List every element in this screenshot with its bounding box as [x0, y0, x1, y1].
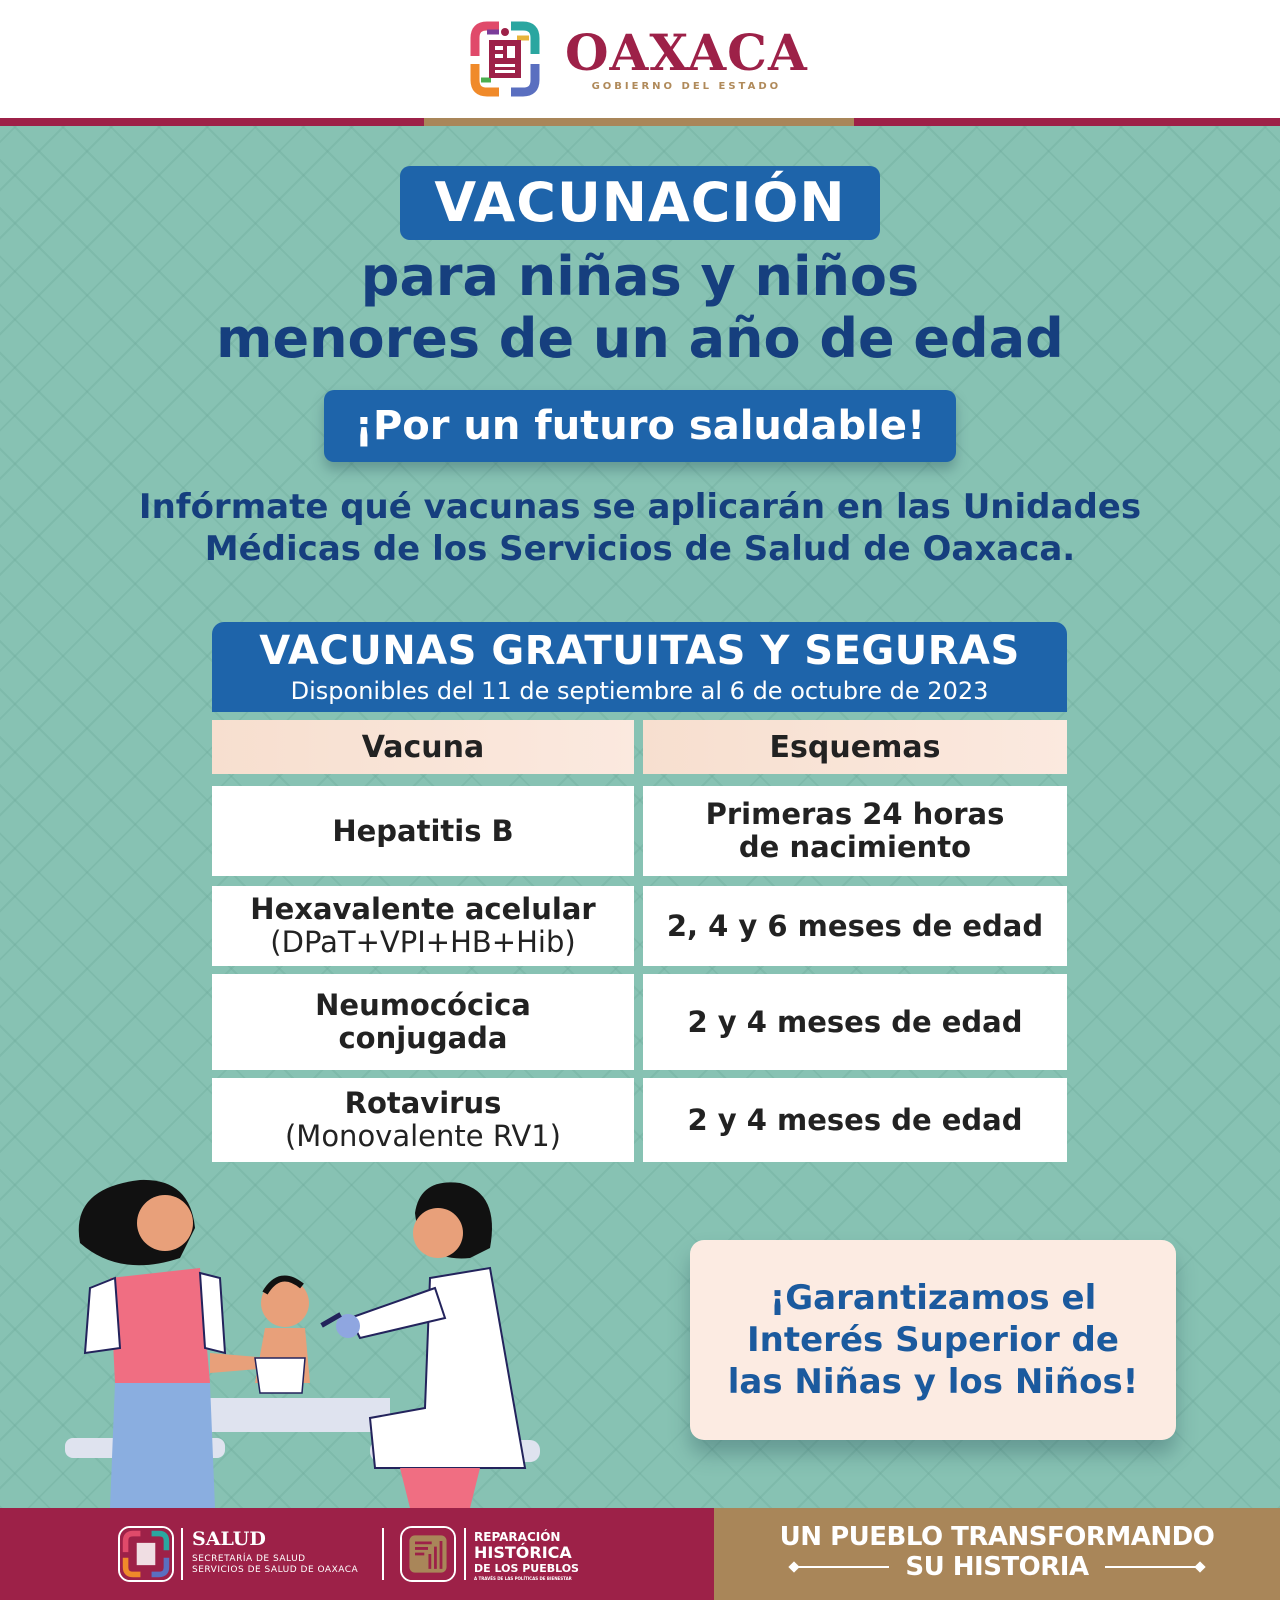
- salud-line-2: SERVICIOS DE SALUD DE OAXACA: [192, 1565, 359, 1575]
- rep-line-2: HISTÓRICA: [474, 1543, 572, 1562]
- vaccine-name: Hepatitis B: [332, 813, 514, 848]
- table-title: VACUNAS GRATUITAS Y SEGURAS: [259, 628, 1020, 674]
- vaccine-name: Neumocócica: [315, 988, 531, 1022]
- footer-slogan: [714, 1508, 1280, 1600]
- table-subtitle: Disponibles del 11 de septiembre al 6 de octubre de 2023: [290, 677, 989, 705]
- header-stripe-left: [0, 118, 424, 126]
- schedule-text: 2 y 4 meses de edad: [687, 1102, 1023, 1137]
- rep-line-3: DE LOS PUEBLOS: [474, 1562, 579, 1575]
- headline-line-1: para niñas y niños: [360, 245, 920, 308]
- reparacion-historica-icon[interactable]: [400, 1526, 456, 1582]
- footer-divider: [382, 1528, 384, 1580]
- callout-line-1: ¡Garantizamos el: [769, 1278, 1097, 1318]
- footer-institutions: [0, 1508, 714, 1600]
- vaccine-table-header: [212, 622, 1067, 712]
- header-stripe-right: [854, 118, 1280, 126]
- main-panel: [0, 126, 1280, 1508]
- slogan-line-1: UN PUEBLO TRANSFORMANDO: [779, 1522, 1215, 1552]
- brand-name: OAXACA: [565, 22, 808, 82]
- oaxaca-logo[interactable]: [467, 20, 808, 98]
- header-stripe-center: [424, 118, 854, 126]
- table-cell-vaccine: [212, 974, 634, 1070]
- oaxaca-emblem-icon: [467, 20, 543, 98]
- brand-text: [565, 22, 808, 92]
- table-cell-schedule: [643, 886, 1067, 966]
- info-text: [40, 486, 1240, 570]
- salud-line-1: SECRETARÍA DE SALUD: [192, 1554, 306, 1564]
- schedule-text: 2 y 4 meses de edad: [687, 1004, 1023, 1039]
- rep-line-1: REPARACIÓN: [474, 1530, 561, 1544]
- callout-line-3: las Niñas y los Niños!: [727, 1362, 1139, 1402]
- table-cell-schedule: [643, 1078, 1067, 1162]
- vaccine-subtitle: conjugada: [338, 1021, 508, 1055]
- vaccine-name: Hexavalente acelular: [250, 892, 596, 926]
- diamond-rule-left-icon: [794, 1566, 889, 1568]
- table-cell-schedule: [643, 974, 1067, 1070]
- table-cell-vaccine: [212, 886, 634, 966]
- brand-subtitle: GOBIERNO DEL ESTADO: [591, 80, 782, 92]
- slogan-line-2-wrap: [714, 1552, 1280, 1582]
- title-pill: VACUNACIÓN: [400, 166, 880, 240]
- slogan-line-2: SU HISTORIA: [905, 1552, 1089, 1582]
- vaccination-illustration: [40, 1168, 570, 1508]
- info-line-2: Médicas de los Servicios de Salud de Oaxaca.: [204, 529, 1076, 569]
- column-header-esquemas: Esquemas: [643, 720, 1067, 774]
- footer-divider: [181, 1528, 183, 1580]
- salud-title: SALUD: [192, 1528, 266, 1550]
- info-line-1: Infórmate qué vacunas se aplicarán en las Unidades: [138, 487, 1142, 527]
- column-header-vacuna: Vacuna: [212, 720, 634, 774]
- salud-emblem-icon[interactable]: [118, 1526, 174, 1582]
- callout-line-2: Interés Superior de: [747, 1320, 1119, 1360]
- vaccine-subtitle: (Monovalente RV1): [284, 1119, 561, 1153]
- header: [0, 0, 1280, 118]
- salud-subtitle: [192, 1554, 358, 1576]
- guarantee-callout: [690, 1240, 1176, 1440]
- schedule-text: 2, 4 y 6 meses de edad: [666, 908, 1044, 943]
- schedule-text: Primeras 24 horas de nacimiento: [705, 797, 1005, 864]
- table-cell-schedule: [643, 786, 1067, 876]
- footer-divider: [464, 1528, 466, 1580]
- table-cell-vaccine: [212, 1078, 634, 1162]
- diamond-rule-right-icon: [1105, 1566, 1200, 1568]
- reparacion-historica-text: [474, 1530, 579, 1582]
- headline-line-2: menores de un año de edad: [216, 307, 1064, 370]
- vaccine-subtitle: (DPaT+VPI+HB+Hib): [270, 925, 576, 959]
- table-cell-vaccine: [212, 786, 634, 876]
- rep-line-4: A TRAVÉS DE LAS POLÍTICAS DE BIENESTAR: [474, 1576, 572, 1581]
- tagline-pill: ¡Por un futuro saludable!: [324, 390, 956, 462]
- vaccine-name: Rotavirus: [344, 1086, 502, 1120]
